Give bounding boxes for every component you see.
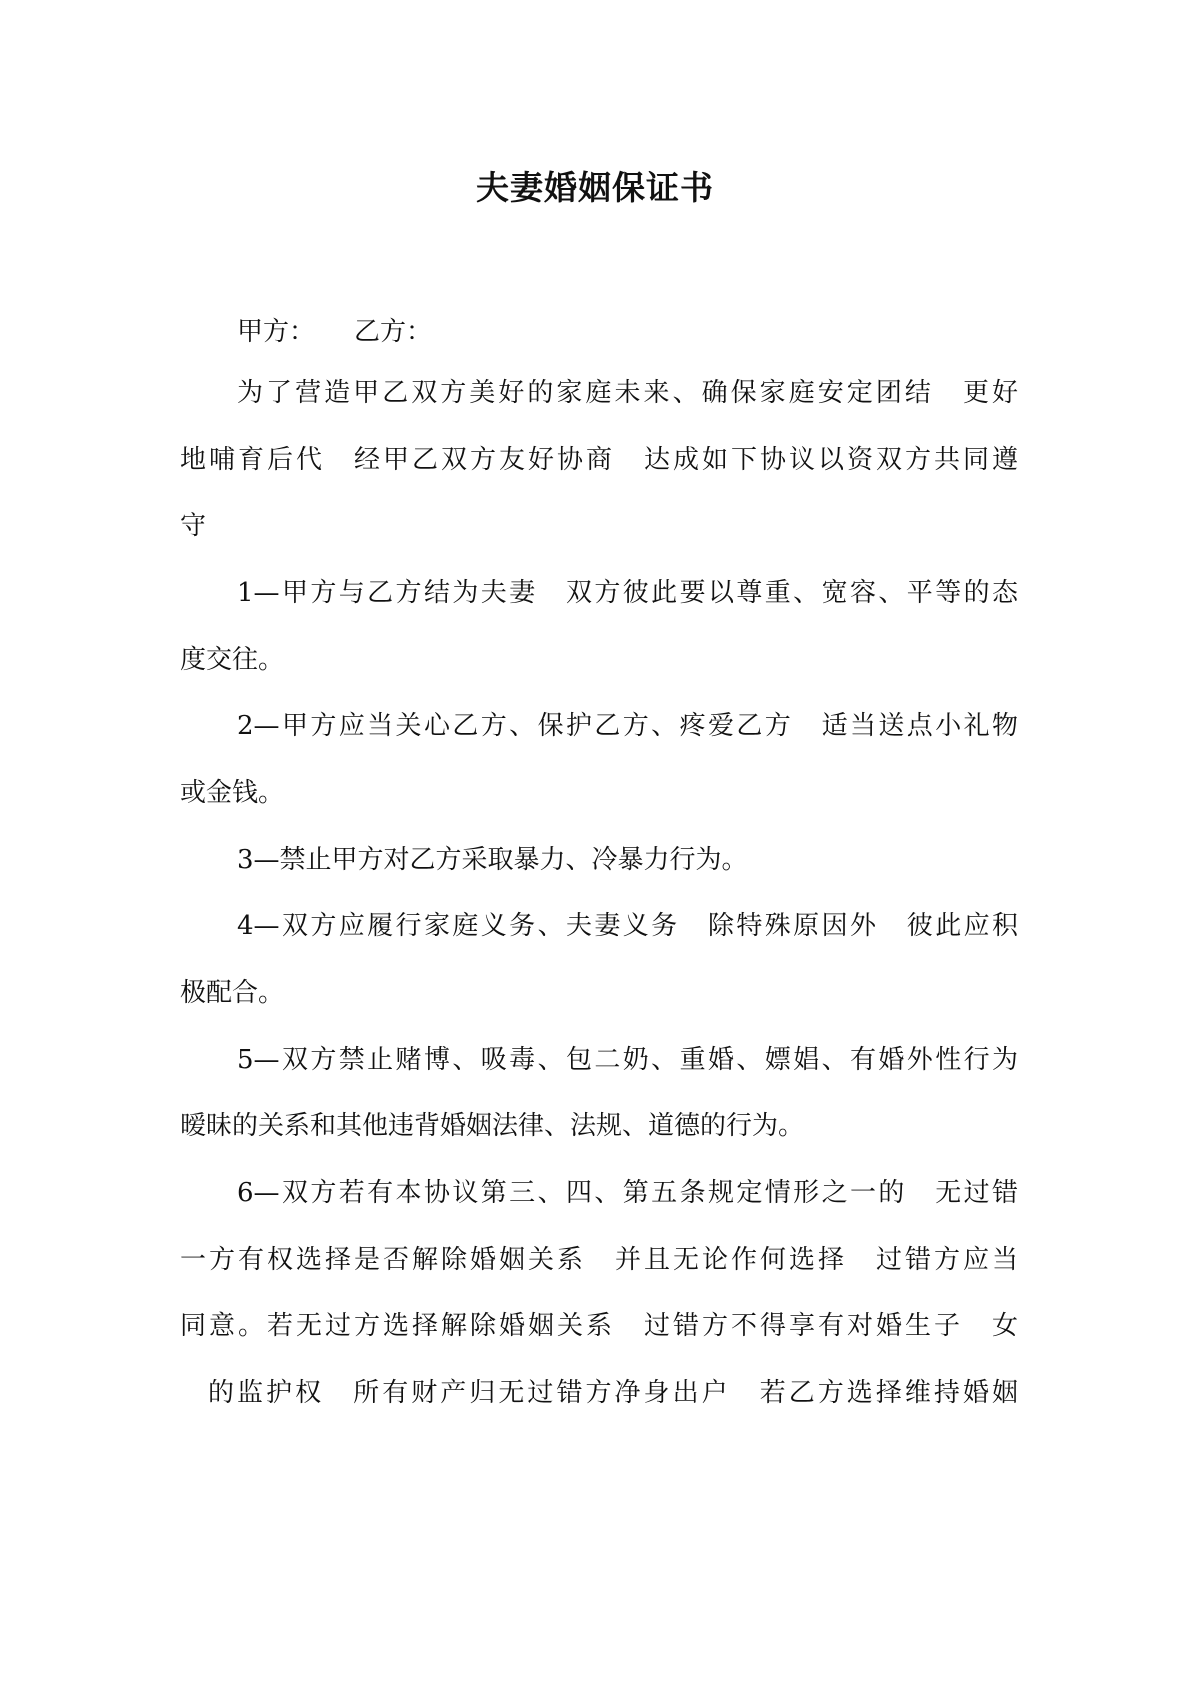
text-line-2: 地哺育后代 经甲乙双方友好协商 达成如下协议以资双方共同遵 [180,445,1018,475]
clause-4-line-1: 4—双方应履行家庭义务、夫妻义务 除特殊原因外 彼此应积 [237,911,1018,941]
clause-1-line-1: 1—甲方与乙方结为夫妻 双方彼此要以尊重、宽容、平等的态 [237,578,1018,608]
clause-1-line-2: 度交往。 [180,645,285,675]
clause-5-line-2: 暧昧的关系和其他违背婚姻法律、法规、道德的行为。 [180,1111,805,1141]
parties-line: 甲方： 乙方： [237,317,433,347]
clause-2-line-1: 2—甲方应当关心乙方、保护乙方、疼爱乙方 适当送点小礼物 [237,711,1018,741]
clause-6-line-2: 一方有权选择是否解除婚姻关系 并且无论作何选择 过错方应当 [180,1245,1018,1275]
clause-6-line-4: 的监护权 所有财产归无过错方净身出户 若乙方选择维持婚姻 [208,1378,1018,1408]
text-line-3: 守 [180,511,207,541]
clause-4-line-2: 极配合。 [180,978,285,1008]
document-title: 夫妻婚姻保证书 [476,168,714,207]
clause-2-line-2: 或金钱。 [180,778,285,808]
text-line-1: 为了营造甲乙双方美好的家庭未来、确保家庭安定团结 更好 [237,378,1018,408]
clause-6-line-3: 同意。若无过方选择解除婚姻关系 过错方不得享有对婚生子 女 [180,1311,1018,1341]
clause-3-line-1: 3—禁止甲方对乙方采取暴力、冷暴力行为。 [237,845,748,875]
clause-6-line-1: 6—双方若有本协议第三、四、第五条规定情形之一的 无过错 [237,1178,1018,1208]
clause-5-line-1: 5—双方禁止赌博、吸毒、包二奶、重婚、嫖娼、有婚外性行为 [237,1045,1018,1075]
